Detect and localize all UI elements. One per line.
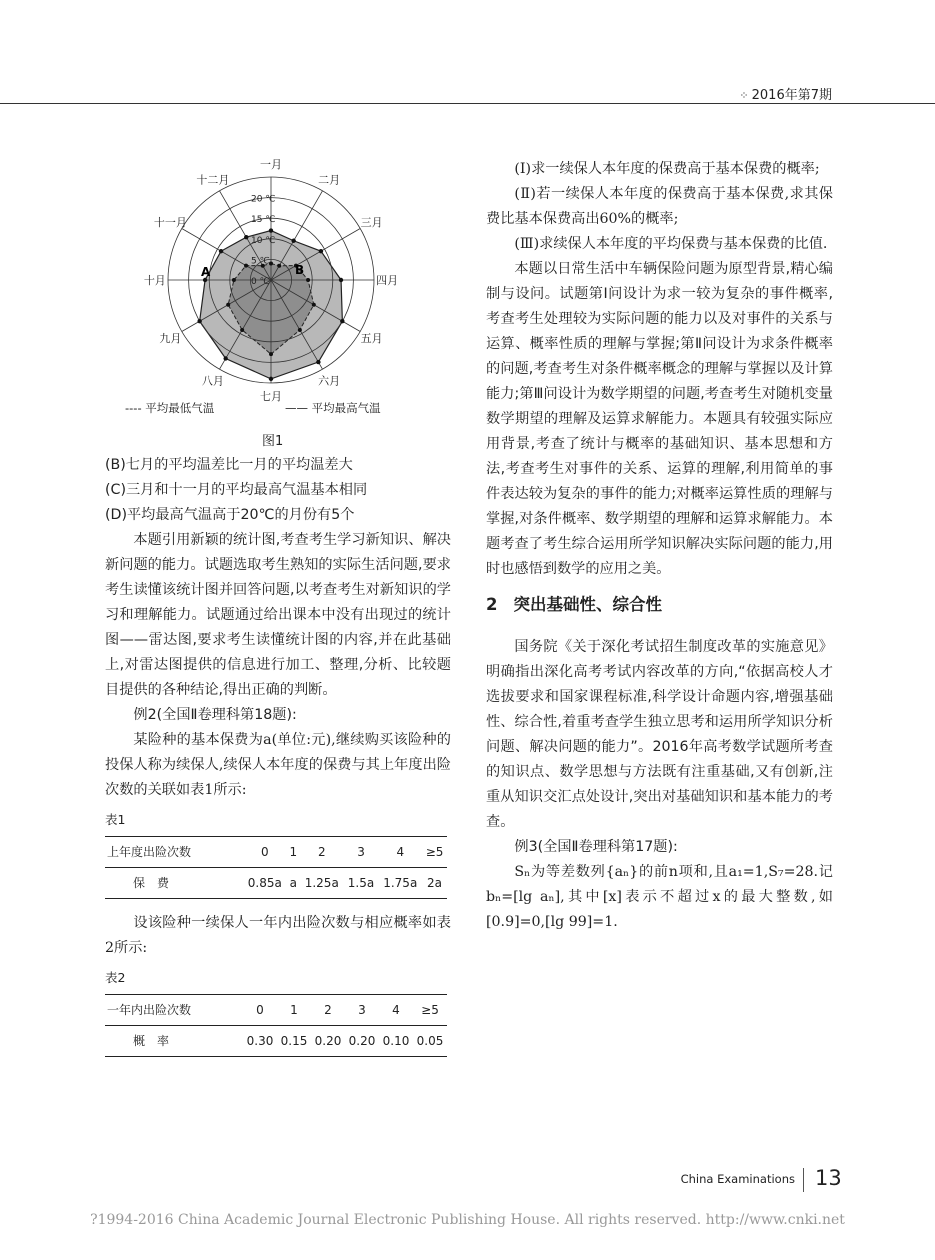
point-a-label: A [201,265,211,279]
data-point-high [269,228,273,232]
table-row [105,868,447,899]
radar-chart [125,150,435,425]
page-number: 13 [815,1166,842,1190]
option-d: (D)平均最高气温高于20℃的月份有5个 [105,507,355,523]
table-cell: ≥5 [422,837,447,868]
ring-label: 10 ℃ [251,235,276,246]
table1 [105,836,447,899]
data-point-high [244,235,248,239]
table-cell: 一年内出险次数 [105,995,243,1026]
month-label: 七月 [260,390,282,404]
month-label: 九月 [159,332,182,346]
table-cell: 0 [243,995,277,1026]
data-point-low [226,303,230,307]
data-point-low [306,278,310,282]
paragraph: 本题以日常生活中车辆保险问题为原型背景,精心编制与设问。试题第Ⅰ问设计为求一较为复杂的事件概率,考查考生处理较为实际问题的能力以及对事件的关系与运算、概率性质的理解与掌握;第Ⅱ问设计为求条件概率的问题,考查考生对条件概率概念的理解与掌握以及计算能力;第Ⅲ问设计为数学期望的问题,考查考生对随机变量数学期望的理解及运算求解能力。本题具有较强实际应用背景,考查了统计与概率的基础知识、基本思想和方法,考查考生对事件的关系、运算的理解,利用简单的事件表达较为复杂的事件的能力;对概率运算性质的理解与掌握,对条件概率、数学期望的理解和运算求解能力。本题考查了考生综合运用所学知识解决实际问题的能力,用时也感悟到数学的应用之美。 [486,261,833,577]
table-cell: ≥5 [413,995,447,1026]
header-rule [0,103,935,104]
table-cell: 1 [287,837,300,868]
data-point-low [298,328,302,332]
data-point-high [223,356,227,360]
figure-caption: 图1 [262,434,284,449]
table-cell: 0 [243,837,287,868]
table-cell: 3 [345,995,379,1026]
data-point-high [316,360,320,364]
data-point-high [219,249,223,253]
month-label: 一月 [260,157,282,171]
table2-caption: 表2 [105,970,126,985]
table-cell: 0.20 [345,1026,379,1057]
data-point-high [269,377,273,381]
month-label: 十月 [143,274,166,287]
month-label: 三月 [360,215,383,229]
data-point-high [197,319,201,323]
paragraph: Sₙ为等差数列{aₙ}的前n项和,且a₁=1,S₇=28.记bₙ=[lg aₙ],其中[x]表示不超过x的最大整数,如[0.9]=0,[lg 99]=1. [486,864,833,930]
table-cell: 0.30 [243,1026,277,1057]
data-point-low [312,303,316,307]
month-label: 十一月 [153,215,187,229]
table-cell: 1.5a [344,868,379,899]
table-cell: 0.15 [277,1026,311,1057]
ring-label: 5 ℃ [251,256,270,267]
month-label: 八月 [201,374,224,388]
table-cell: 0.20 [311,1026,345,1057]
question-1: (Ⅰ)求一续保人本年度的保费高于基本保费的概率; [514,161,820,177]
option-c: (C)三月和十一月的平均最高气温基本相同 [105,482,368,498]
table-cell: 1.25a [300,868,344,899]
table-cell: 2a [422,868,447,899]
radar-figure [125,150,435,429]
month-label: 十二月 [196,173,230,187]
question-2: (Ⅱ)若一续保人本年度的保费高于基本保费,求其保费比基本保费高出60%的概率; [486,186,833,227]
footer-brand: China Examinations [680,1172,795,1186]
table-row [105,995,447,1026]
paragraph: 某险种的基本保费为a(单位:元),继续购买该险种的投保人称为续保人,续保人本年度的保费与其上年度出险次数的关联如表1所示: [105,732,451,798]
section-number: 2 [486,595,498,614]
copyright-line: ?1994-2016 China Academic Journal Electronic Publishing House. All rights reserved. http://www.cnki.net [90,1212,845,1228]
paragraph: 设该险种一续保人一年内出险次数与相应概率如表2所示: [105,915,451,956]
legend-low: ---- 平均最低气温 [125,401,215,415]
right-column [486,157,833,935]
table-cell: 保 费 [105,868,243,899]
example-heading: 例2(全国Ⅱ卷理科第18题): [133,707,297,723]
example-heading: 例3(全国Ⅱ卷理科第17题): [514,839,678,855]
data-point-low [232,278,236,282]
data-point-low [277,264,281,268]
table-cell: 4 [379,995,413,1026]
ring-label: 15 ℃ [251,215,276,226]
point-b-label: B [295,263,305,277]
data-point-high [339,278,343,282]
month-label: 四月 [376,274,399,287]
month-label: 六月 [318,374,341,388]
section-title: 突出基础性、综合性 [513,595,662,614]
section-heading [486,592,833,617]
table-cell: 1.75a [378,868,422,899]
issue-text: 2016年第7期 [751,88,832,103]
data-point-high [340,319,344,323]
month-label: 二月 [318,173,341,187]
table-cell: 3 [344,837,379,868]
legend-high: —— 平均最高气温 [285,401,381,415]
issue-label [739,84,832,103]
table-row [105,1026,447,1057]
paragraph: 本题引用新颖的统计图,考查考生学习新知识、解决新问题的能力。试题选取考生熟知的实际生活问题,要求考生读懂该统计图并回答问题,以考查考生对新知识的学习和理解能力。试题通过给出课本中没有出现过的统计图——雷达图,要求考生读懂统计图的内容,并在此基础上,对雷达图提供的信息进行加工、整理,分析、比较题目提供的各种结论,得出正确的判断。 [105,532,451,698]
table-cell: 4 [378,837,422,868]
table-cell: 上年度出险次数 [105,837,243,868]
table-cell: 1 [277,995,311,1026]
data-point-high [319,249,323,253]
table2 [105,994,447,1057]
table1-caption: 表1 [105,812,126,827]
left-column [105,453,451,1057]
month-label: 五月 [360,332,383,346]
footer-separator [803,1168,804,1192]
ring-label: 0 ℃ [251,277,270,287]
data-point-high [291,239,295,243]
table-cell: 2 [300,837,344,868]
paragraph: 国务院《关于深化考试招生制度改革的实施意见》明确指出深化高考考试内容改革的方向,“依据高校人才选拔要求和国家课程标准,科学设计命题内容,增强基础性、综合性,着重考查学生独立思考和运用所学知识分析问题、解决问题的能力”。2016年高考数学试题所考查的知识点、数学思想与方法既有注重基础,又有创新,注重从知识交汇点处设计,突出对基础知识和基本能力的考查。 [486,639,833,830]
table-cell: 概 率 [105,1026,243,1057]
data-point-low [244,264,248,268]
table-cell: 0.10 [379,1026,413,1057]
table-cell: 2 [311,995,345,1026]
question-3: (Ⅲ)求续保人本年度的平均保费与基本保费的比值. [514,236,828,252]
header-dots: ⁘ [739,89,748,102]
data-point-low [269,352,273,356]
data-point-low [240,328,244,332]
option-b: (B)七月的平均温差比一月的平均温差大 [105,457,353,473]
table-row [105,837,447,868]
table-cell: 0.85a [243,868,287,899]
ring-label: 20 ℃ [251,194,276,205]
table-cell: a [287,868,300,899]
table-cell: 0.05 [413,1026,447,1057]
